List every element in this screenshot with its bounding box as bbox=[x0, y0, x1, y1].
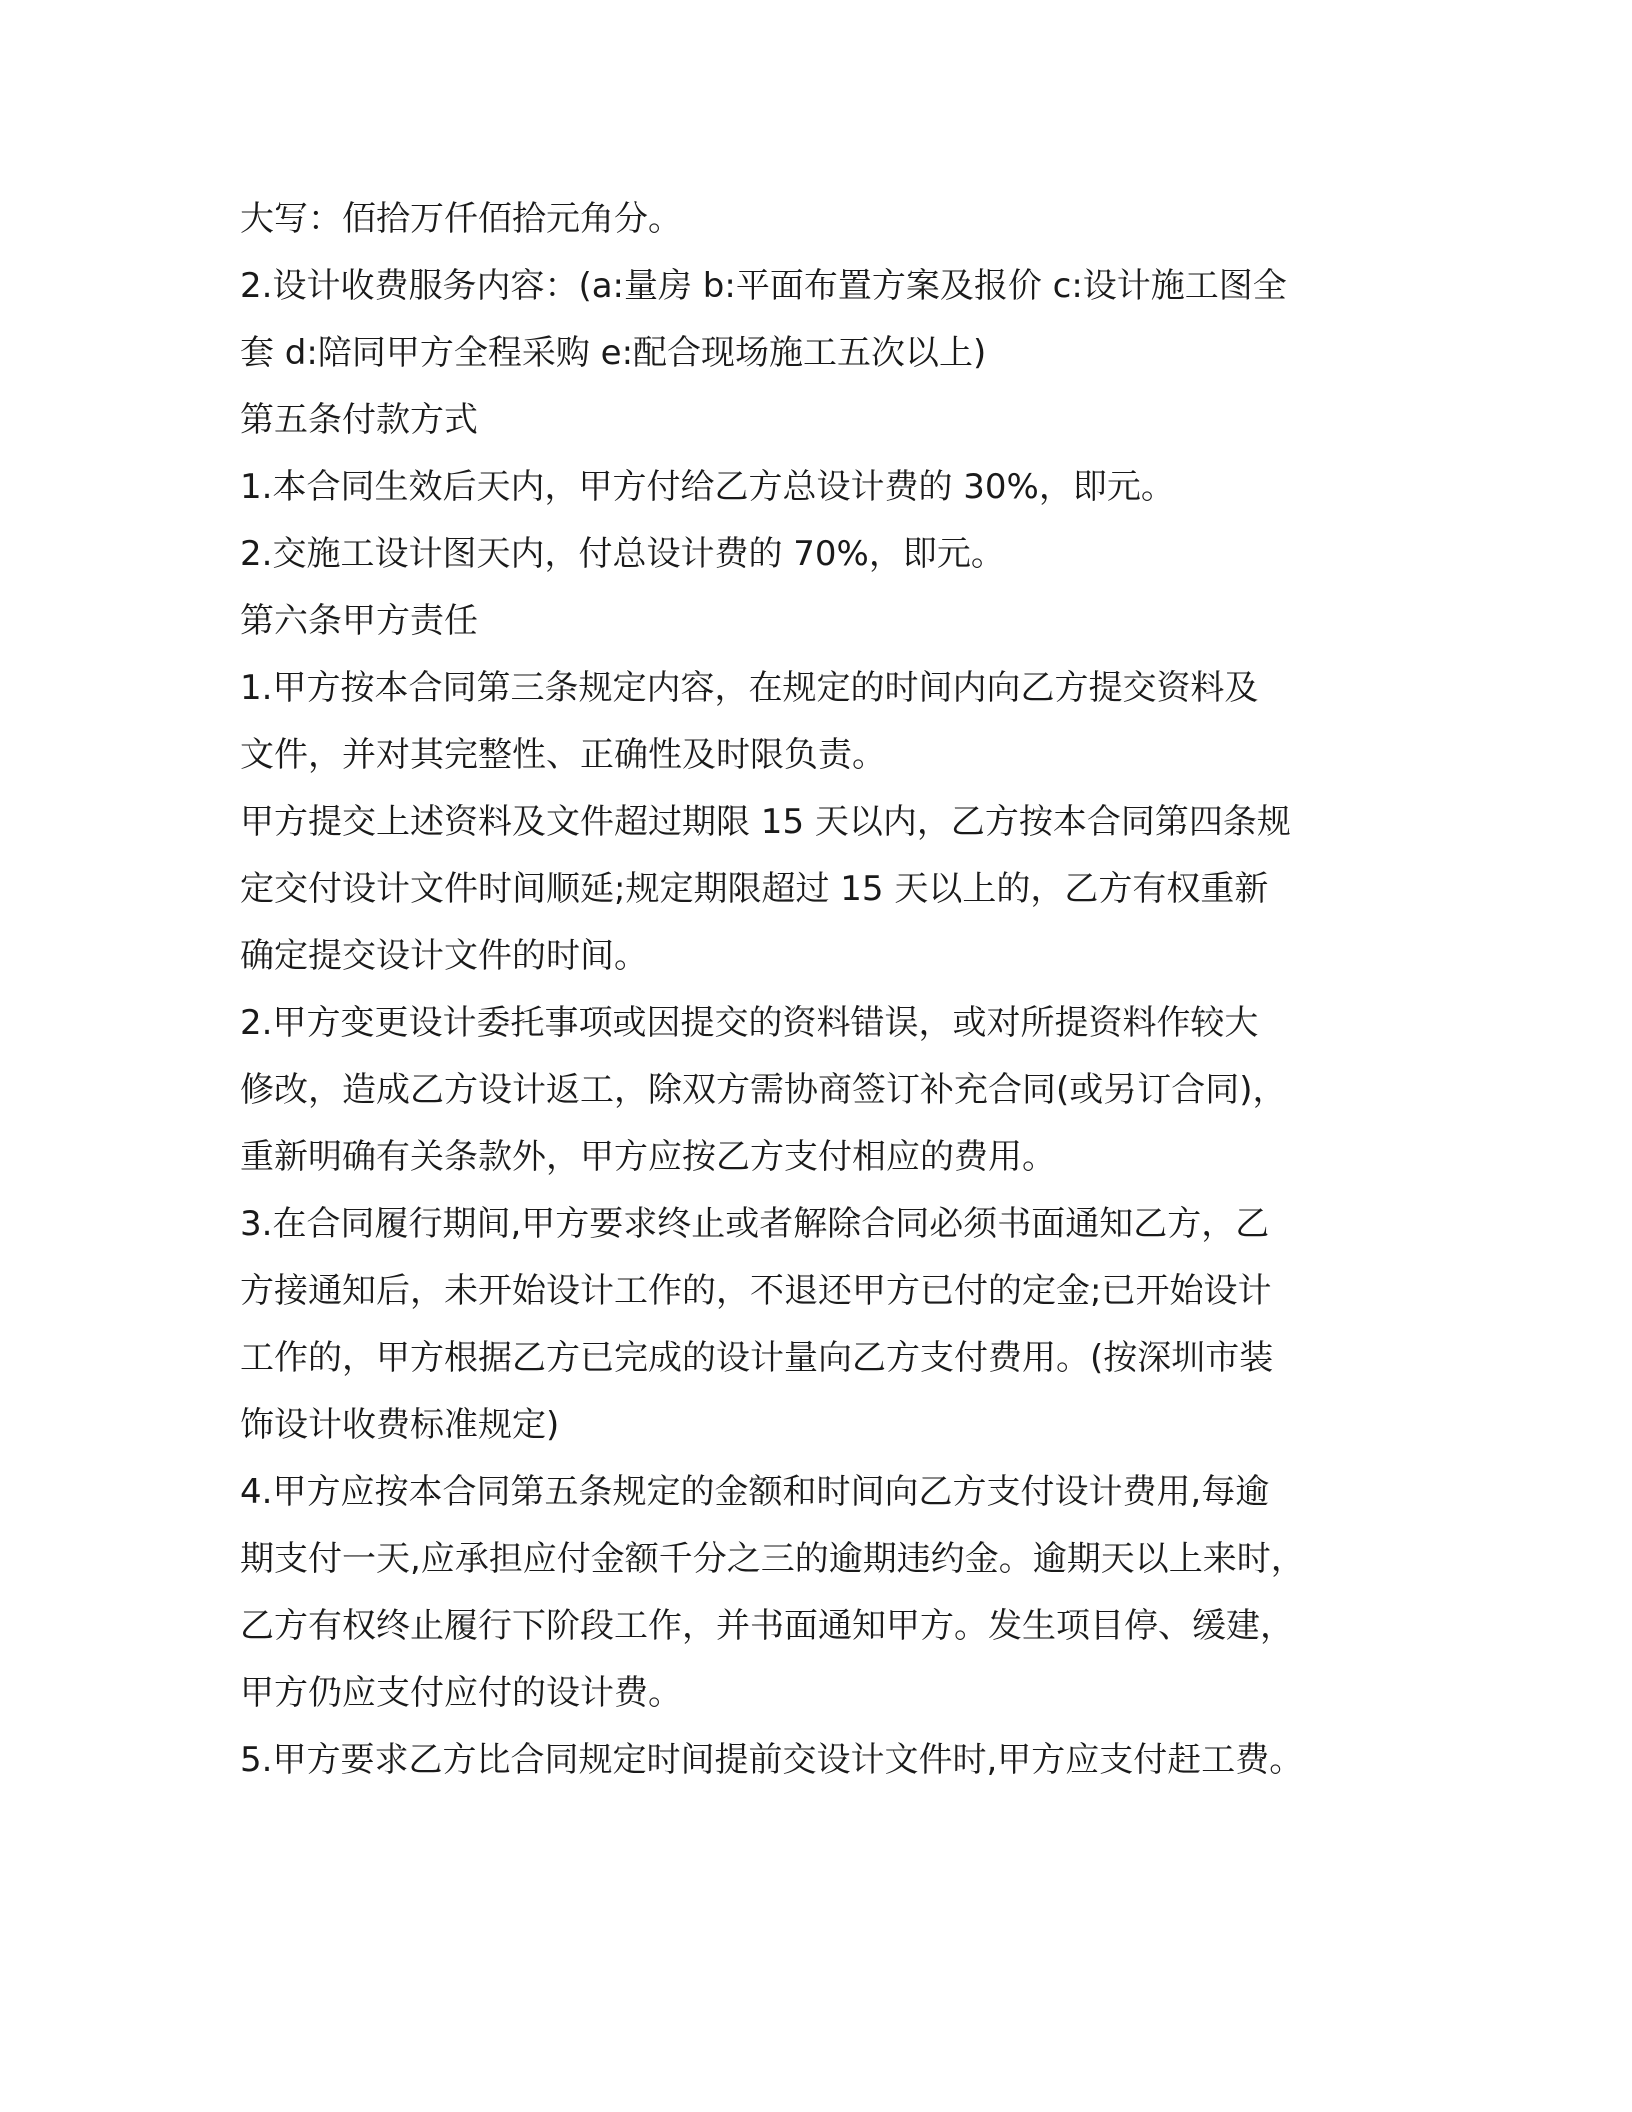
text-line: 1.甲方按本合同第三条规定内容，在规定的时间内向乙方提交资料及 bbox=[240, 668, 1259, 708]
text-line: 确定提交设计文件的时间。 bbox=[240, 936, 648, 976]
text-line: 饰设计收费标准规定) bbox=[240, 1405, 560, 1445]
text-line: 2.甲方变更设计委托事项或因提交的资料错误，或对所提资料作较大 bbox=[240, 1003, 1259, 1043]
text-line: 5.甲方要求乙方比合同规定时间提前交设计文件时,甲方应支付赶工费。 bbox=[240, 1740, 1304, 1780]
text-line: 甲方仍应支付应付的设计费。 bbox=[240, 1673, 682, 1713]
text-line: 3.在合同履行期间,甲方要求终止或者解除合同必须书面通知乙方，乙 bbox=[240, 1204, 1270, 1244]
text-line: 乙方有权终止履行下阶段工作，并书面通知甲方。发生项目停、缓建， bbox=[240, 1606, 1294, 1646]
text-line: 定交付设计文件时间顺延;规定期限超过 15 天以上的，乙方有权重新 bbox=[240, 869, 1269, 909]
text-line: 工作的，甲方根据乙方已完成的设计量向乙方支付费用。(按深圳市装 bbox=[240, 1338, 1274, 1378]
text-line: 2.设计收费服务内容：(a:量房 b:平面布置方案及报价 c:设计施工图全 bbox=[240, 266, 1287, 306]
text-line: 2.交施工设计图天内，付总设计费的 70%，即元。 bbox=[240, 534, 1005, 574]
text-line: 甲方提交上述资料及文件超过期限 15 天以内，乙方按本合同第四条规 bbox=[240, 802, 1291, 842]
text-line-amount-in-words: 大写：佰拾万仟佰拾元角分。 bbox=[240, 199, 682, 239]
section-heading-payment-method: 第五条付款方式 bbox=[240, 400, 478, 440]
text-line: 4.甲方应按本合同第五条规定的金额和时间向乙方支付设计费用,每逾 bbox=[240, 1472, 1270, 1512]
contract-text-body bbox=[240, 186, 1400, 1794]
text-line: 文件，并对其完整性、正确性及时限负责。 bbox=[240, 735, 886, 775]
text-line: 修改，造成乙方设计返工，除双方需协商签订补充合同(或另订合同)， bbox=[240, 1070, 1287, 1110]
section-heading-party-a-responsibility: 第六条甲方责任 bbox=[240, 601, 478, 641]
text-line: 套 d:陪同甲方全程采购 e:配合现场施工五次以上) bbox=[240, 333, 987, 373]
text-line: 1.本合同生效后天内，甲方付给乙方总设计费的 30%，即元。 bbox=[240, 467, 1175, 507]
text-line: 期支付一天,应承担应付金额千分之三的逾期违约金。逾期天以上来时， bbox=[240, 1539, 1305, 1579]
text-line: 重新明确有关条款外，甲方应按乙方支付相应的费用。 bbox=[240, 1137, 1056, 1177]
text-line: 方接通知后，未开始设计工作的，不退还甲方已付的定金;已开始设计 bbox=[240, 1271, 1272, 1311]
